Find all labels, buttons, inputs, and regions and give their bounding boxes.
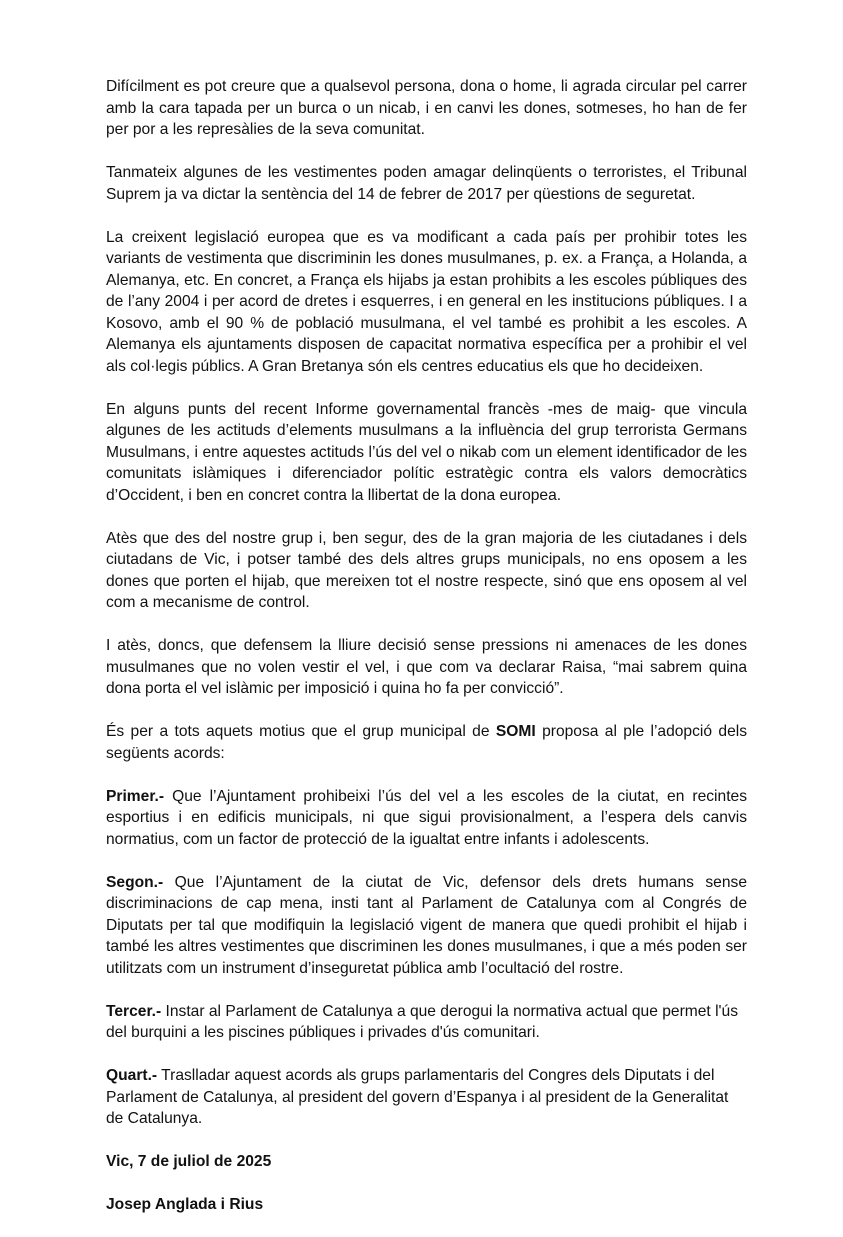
agreement-text: Traslladar aquest acords als grups parlamentaris del Congres dels Diputats i del Parlament de Catalunya, al president del govern d’Espanya i al president de la Generalitat de Catalunya. <box>106 1067 729 1127</box>
agreement-label: Quart.- <box>106 1067 158 1084</box>
agreement-text: Que l’Ajuntament prohibeixi l’ús del vel a les escoles de la ciutat, en recintes esportius i en edificis municipals, ni que sigui provisionalment, a l’espera dels canvis normatius, com un factor de protecció de la igualtat entre infants i adolescents. <box>106 787 747 848</box>
agreement-text: Que l’Ajuntament de la ciutat de Vic, defensor dels drets humans sense discriminacions de cap mena, insti tant al Parlament de Catalunya com al Congrés de Diputats per tal que modifiquin la legislació vigent de manera que quedi prohibit el hijab i també les altres vestimentes que discriminen les dones musulmanes, i que a més poden ser utilitzats com un instrument d’inseguretat pública amb l’ocultació del rostre. <box>106 873 747 977</box>
paragraph-2: Tanmateix algunes de les vestimentes poden amagar delinqüents o terroristes, el Tribunal Suprem ja va dictar la sentència del 14 de febrer de 2017 per qüestions de seguretat. <box>106 164 747 203</box>
agreement-third <box>106 1001 747 1044</box>
paragraph-4: En alguns punts del recent Informe governamental francès -mes de maig- que vincula algunes de les actituds d’elements musulmans a la influència del grup terrorista Germans Musulmans, i entre aquestes actituds l’ús del vel o nikab com un element identificador de les comunitats islàmiques i diferenciador polític estratègic contra els valors democràtics d’Occident, i ben en concret contra la llibertat de la dona europea. <box>106 400 747 504</box>
proposal-text-after: proposa al ple l’adopció dels següents acords: <box>106 723 748 762</box>
document-page <box>106 76 747 1237</box>
agreement-fourth <box>106 1065 747 1130</box>
agreement-text: Instar al Parlament de Catalunya a que derogui la normativa actual que permet l'ús del burquini a les piscines públiques i privades d'ús comunitari. <box>106 1002 738 1041</box>
paragraph-1: Difícilment es pot creure que a qualsevol persona, dona o home, li agrada circular pel carrer amb la cara tapada per un burca o un nicab, i en canvi les dones, sotmeses, ho han de fer per por a les represàlies de la seva comunitat. <box>106 78 747 138</box>
signatory-name: Josep Anglada i Rius <box>106 1196 264 1213</box>
party-name: SOMI <box>495 723 536 740</box>
agreement-first <box>106 786 747 851</box>
proposal-text-before: És per a tots aquets motius que el grup municipal de <box>106 723 496 740</box>
paragraph-3: La creixent legislació europea que es va modificant a cada país per prohibir totes les variants de vestimenta que discriminin les dones musulmanes, p. ex. a França, a Holanda, a Alemanya, etc. En concret, a França els hijabs ja estan prohibits a les escoles públiques des de l’any 2004 i per acord de dretes i esquerres, i en general en les institucions públiques. I a Kosovo, amb el 90 % de població musulmana, el vel també es prohibit a les escoles. A Alemanya els ajuntaments disposen de capacitat normativa específica per a prohibir el vel als col·legis públics. A Gran Bretanya són els centres educatius els que ho decideixen. <box>106 228 747 375</box>
paragraph-6: I atès, doncs, que defensem la lliure decisió sense pressions ni amenaces de les dones musulmanes que no volen vestir el vel, i que com va declarar Raisa, “mai sabrem quina dona porta el vel islàmic per imposició i quina ho fa per convicció”. <box>106 637 747 697</box>
agreement-label: Segon.- <box>106 873 164 891</box>
proposal-paragraph <box>106 721 747 764</box>
agreement-label: Primer.- <box>106 787 165 805</box>
agreement-label: Tercer.- <box>106 1002 162 1020</box>
paragraph-5: Atès que des del nostre grup i, ben segur, des de la gran majoria de les ciutadanes i dels ciutadans de Vic, i potser també des dels altres grups municipals, no ens oposem a les dones que porten el hijab, que mereixen tot el nostre respecte, sinó que ens oposem al vel com a mecanisme de control. <box>106 529 747 611</box>
document-date: Vic, 7 de juliol de 2025 <box>106 1153 272 1170</box>
agreement-second <box>106 872 747 980</box>
